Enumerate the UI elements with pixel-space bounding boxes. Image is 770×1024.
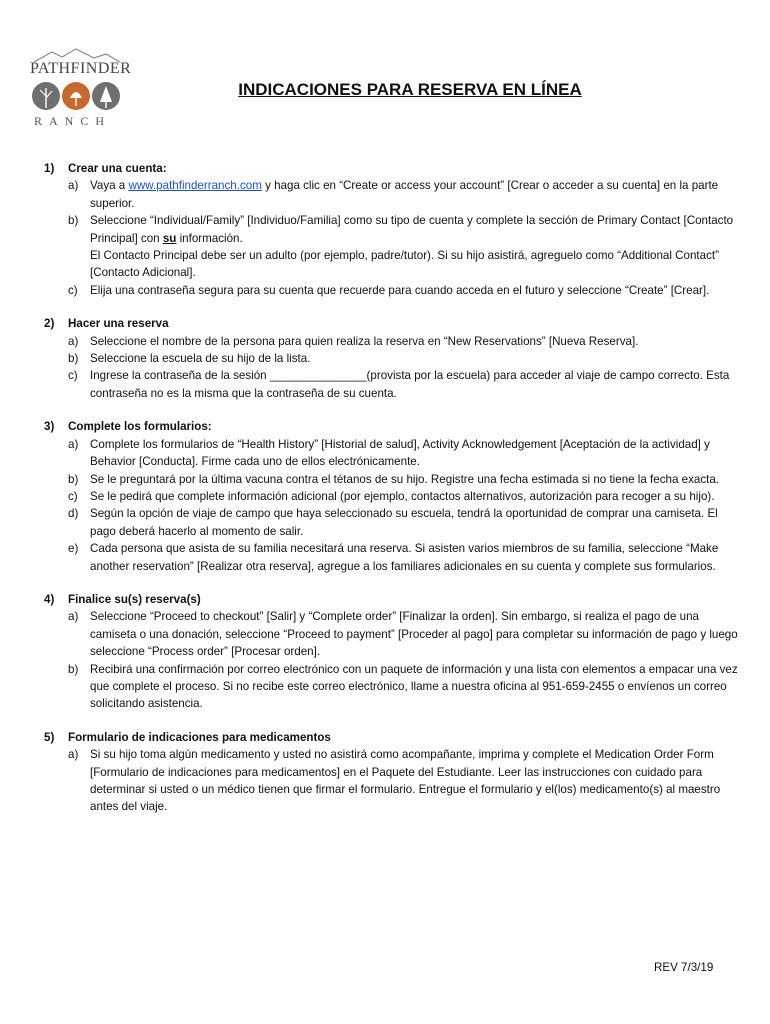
item-letter: a)	[68, 748, 79, 762]
item-text: Complete los formularios de “Health History” [Historial de salud], Activity Acknowledgement [Aceptación de la actividad] y Behavior [Conducta]. Firme cada uno de ellos electrónicamente.	[90, 437, 710, 469]
section-number: 1)	[44, 162, 55, 175]
emphasis-text: su	[162, 231, 177, 245]
item-letter: d)	[68, 507, 79, 521]
item-text: y haga clic en “Create or access your account” [Crear o acceder a su cuenta] en la parte superior.	[90, 179, 719, 210]
item-letter: a)	[68, 610, 79, 624]
section-number: 4)	[44, 592, 55, 606]
section-number: 5)	[44, 730, 55, 744]
item-text: El Contacto Principal debe ser un adulto (por ejemplo, padre/tutor). Si su hijo asistirá, agreguelo como “Additional Contact” [Contacto Adicional].	[90, 249, 719, 280]
item-text: Recibirá una confirmación por correo electrónico con un paquete de información y una lista con elementos a empacar una vez que complete el proceso. Si no recibe este correo electrónico, llame a nuestra oficina al 951-659-2455 o envíenos un correo solicitando asistencia.	[90, 662, 738, 711]
list-item	[44, 471, 740, 488]
item-letter: b)	[68, 214, 79, 228]
list-item	[44, 488, 740, 505]
item-text: Elija una contraseña segura para su cuenta que recuerde para cuando acceda en el futuro y seleccione “Create” [Crear].	[90, 283, 710, 297]
section-heading: Finalice su(s) reserva(s)	[68, 592, 201, 606]
list-item	[44, 746, 740, 816]
item-text: Si su hijo toma algún medicamento y usted no asistirá como acompañante, imprima y complete el Medication Order Form [Formulario de indicaciones para medicamentos] en el Paquete del Estudiante. Leer las instrucciones con cuidado para determinar si usted o un médico tienen que firmar el formulario. Entregue el formulario y el(los) medicamento(s) al maestro antes del viaje.	[90, 748, 721, 814]
section-complete-forms	[44, 418, 740, 575]
section-create-account	[44, 160, 740, 299]
instructions-list	[44, 160, 740, 832]
logo-top-text: PATHFINDER	[30, 60, 132, 77]
revision-date: REV 7/3/19	[654, 961, 714, 974]
list-item	[44, 212, 740, 282]
list-item	[44, 367, 740, 402]
item-text: Seleccione la escuela de su hijo de la lista.	[90, 352, 311, 366]
list-item	[44, 608, 740, 660]
section-heading: Complete los formularios:	[68, 420, 212, 434]
item-text: información.	[176, 231, 243, 245]
list-item	[44, 333, 740, 350]
section-number: 3)	[44, 420, 55, 434]
website-link[interactable]: www.pathfinderranch.com	[128, 179, 262, 193]
section-heading: Hacer una reserva	[68, 317, 169, 331]
item-letter: b)	[68, 662, 79, 676]
item-letter: b)	[68, 472, 79, 486]
list-item	[44, 436, 740, 471]
item-letter: b)	[68, 352, 79, 366]
item-text: Se le preguntará por la última vacuna contra el tétanos de su hijo. Registre una fecha estimada si no tiene la fecha exacta.	[90, 472, 720, 486]
item-text: Según la opción de viaje de campo que haya seleccionado su escuela, tendrá la oportunidad de comprar una camiseta. El pago deberá hacerlo al momento de salir.	[90, 507, 718, 538]
item-letter: c)	[68, 283, 78, 297]
item-text: Ingrese la contraseña de la sesión _______________(provista por la escuela) para acceder al viaje de campo correcto. Esta contraseña no es la misma que la contraseña de su cuenta.	[90, 369, 730, 400]
item-text: Cada persona que asista de su familia necesitará una reserva. Si asisten varios miembros de su familia, seleccione “Make another reservation” [Realizar otra reserva], agregue a los familiares adicionales en su cuenta y complete sus formularios.	[90, 542, 719, 573]
item-letter: a)	[68, 437, 79, 451]
list-item	[44, 350, 740, 367]
item-letter: a)	[68, 334, 79, 348]
section-number: 2)	[44, 317, 55, 331]
section-heading: Crear una cuenta:	[68, 162, 167, 175]
item-letter: a)	[68, 179, 79, 193]
section-finalize-reservation	[44, 591, 740, 713]
page-title: INDICACIONES PARA RESERVA EN LÍNEA	[238, 80, 582, 99]
item-letter: c)	[68, 489, 78, 503]
item-text: Seleccione el nombre de la persona para quien realiza la reserva en “New Reservations” [Nueva Reserva].	[90, 334, 639, 348]
list-item	[44, 177, 740, 212]
item-letter: e)	[68, 542, 79, 556]
item-text: Vaya a	[90, 179, 129, 193]
list-item	[44, 282, 740, 299]
section-heading: Formulario de indicaciones para medicamentos	[68, 730, 331, 744]
section-medication-form	[44, 729, 740, 816]
item-text: Seleccione “Individual/Family” [Individuo/Familia] como su tipo de cuenta y complete la sección de Primary Contact [Contacto Principal] con	[90, 214, 734, 245]
section-make-reservation	[44, 315, 740, 402]
logo-bottom-text: RANCH	[34, 114, 112, 128]
item-letter: c)	[68, 369, 78, 383]
list-item	[44, 505, 740, 540]
list-item	[44, 661, 740, 713]
list-item	[44, 540, 740, 575]
item-text: Seleccione “Proceed to checkout” [Salir] y “Complete order” [Finalizar la orden]. Sin embargo, si realiza el pago de una camiseta o una donación, seleccione “Proceed to payment” [Proceder al pago] para completar su información de pago y luego seleccione “Process order” [Procesar orden].	[90, 610, 738, 659]
item-text: Se le pedirá que complete información adicional (por ejemplo, contactos alternativos, autorización para recoger a su hijo).	[90, 489, 715, 503]
